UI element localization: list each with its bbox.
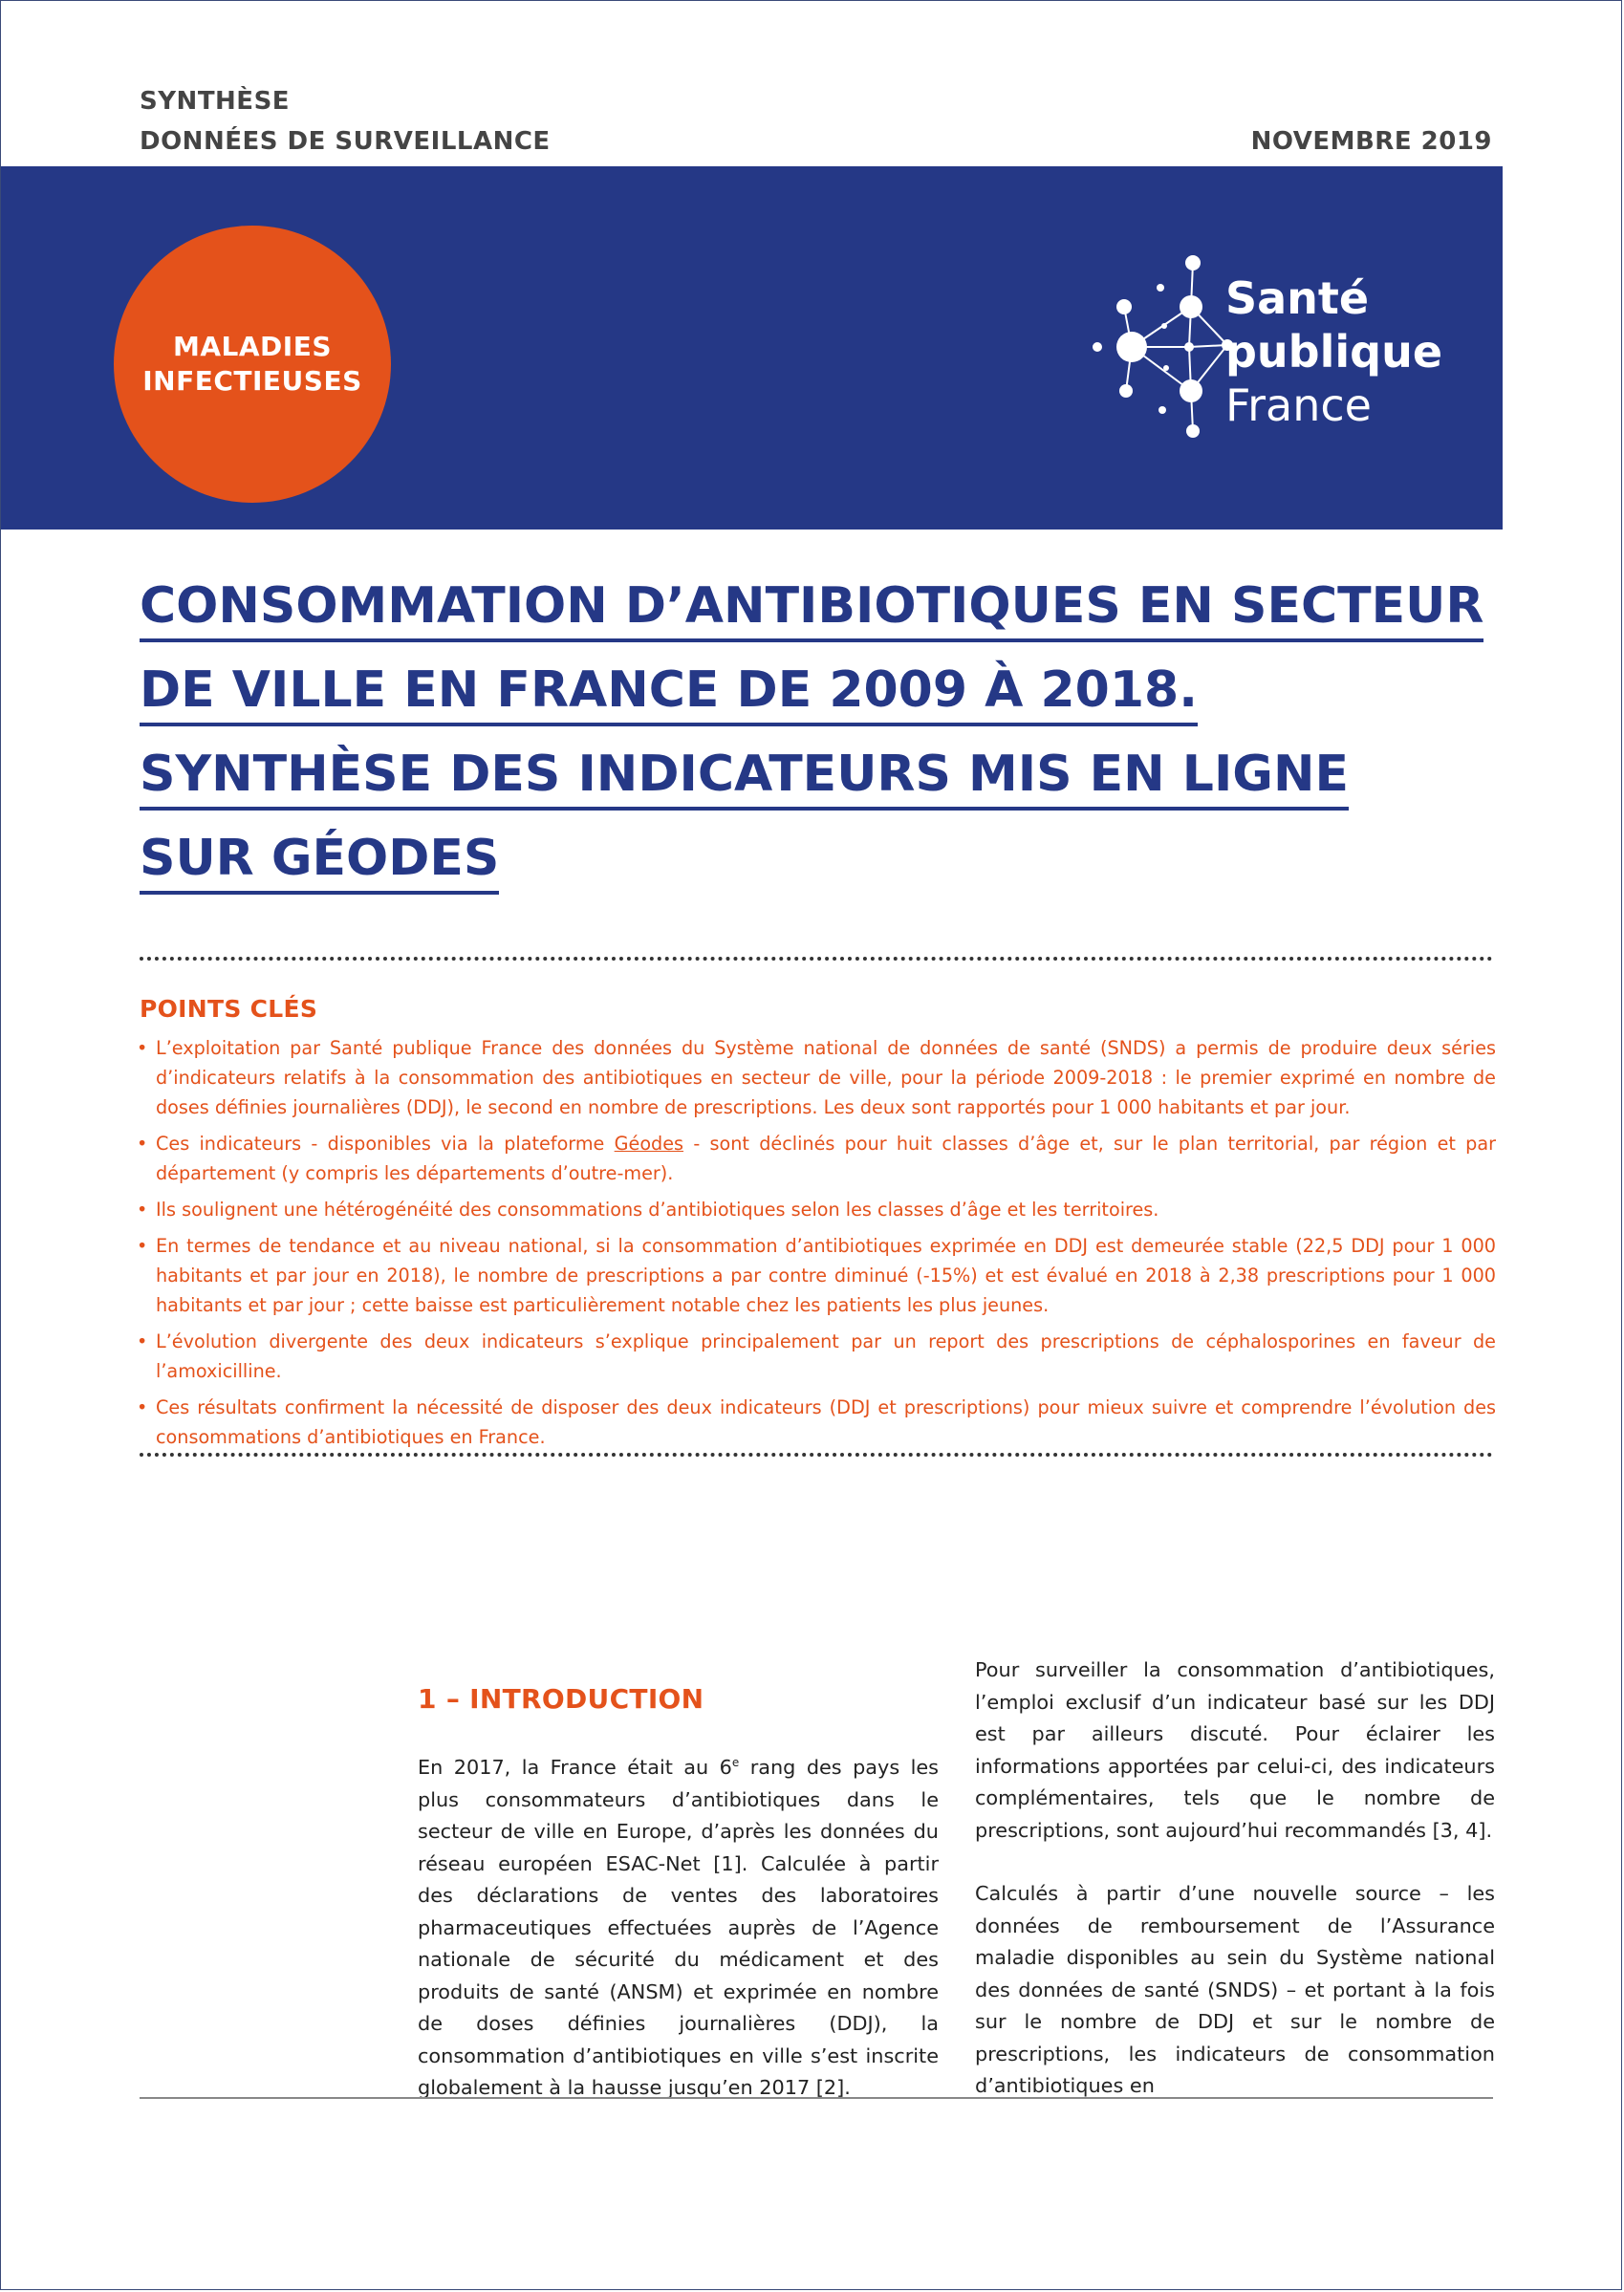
paragraph: Calculés à partir d’une nouvelle source – les données de remboursement de l’Assurance maladie disponibles au sein du Système national des données de santé (SNDS) – et portant à la fois sur le nombre de DDJ et sur le nombre de prescriptions, les indicateurs de consommation d’antibiotiques en: [975, 1882, 1495, 2097]
geodes-link[interactable]: Géodes: [614, 1133, 684, 1155]
doc-category-label: DONNÉES DE SURVEILLANCE: [140, 127, 551, 156]
title-line: SUR GÉODES: [140, 826, 499, 895]
key-point-item: • En termes de tendance et au niveau national, si la consommation d’antibiotiques exprimée en DDJ est demeurée stable (22,5 DDJ pour 1 000 habitants et par jour en 2018), le nombre de prescriptions a par contre diminué (-15%) et est évalué en 2018 à 2,38 prescriptions pour 1 000 habitants et par jour ; cette baisse est particulièrement notable chez les patients les plus jeunes.: [135, 1231, 1496, 1320]
paragraph-text: En 2017, la France était au 6: [418, 1756, 732, 1779]
section-heading-introduction: 1 – INTRODUCTION: [418, 1683, 704, 1715]
key-points-heading: POINTS CLÉS: [140, 995, 318, 1023]
document-title: [140, 569, 1484, 905]
brand-logo-line1: Santé: [1225, 272, 1370, 324]
key-point-text: Ces indicateurs - disponibles via la plateforme: [156, 1133, 615, 1155]
brand-logo-line3: France: [1225, 379, 1372, 431]
key-point-item: • L’exploitation par Santé publique France des données du Système national de données de santé (SNDS) a permis de produire deux séries d’indicateurs relatifs à la consommation des antibiotiques en secteur de ville, pour la période 2009-2018 : le premier exprimé en nombre de doses définies journalières (DDJ), le second en nombre de prescriptions. Les deux sont rapportés pour 1 000 habitants et par jour.: [135, 1033, 1496, 1122]
footer-rule: [140, 2097, 1493, 2099]
key-point-item: • Ces résultats confirment la nécessité de disposer des deux indicateurs (DDJ et prescriptions) pour mieux suivre et comprendre l’évolution des consommations d’antibiotiques en France.: [135, 1393, 1496, 1452]
superscript: e: [731, 1756, 740, 1770]
brand-logo-line2: publique: [1225, 326, 1443, 378]
key-point-text: - sont déclinés pour huit classes d’âge et, sur le plan territorial, par région et par département (y compris les départements d’outre-mer).: [156, 1133, 1497, 1184]
key-points-list: [135, 1033, 1496, 1459]
paragraph: [418, 1752, 939, 2105]
text-column-right: [975, 1654, 1495, 2134]
topic-badge: [114, 226, 391, 503]
brand-logo-text: [1225, 271, 1442, 432]
paragraph-text: rang des pays les plus consommateurs d’antibiotiques dans le secteur de ville en Europe, d’après les données du réseau européen ESAC-Net [1]. Calculée à partir des déclarations de ventes des laboratoires pharmaceutiques effectuées auprès de l’Agence nationale de sécurité du médicament et des produits de santé (ANSM) et exprimée en nombre de doses définies journalières (DDJ), la consommation d’antibiotiques en ville s’est inscrite globalement à la hausse jusqu’en 2017 [2].: [418, 1756, 939, 2099]
title-line: SYNTHÈSE DES INDICATEURS MIS EN LIGNE: [140, 742, 1349, 811]
key-point-item: [135, 1129, 1496, 1188]
topic-badge-line2: INFECTIEUSES: [142, 365, 362, 397]
dotted-divider: [140, 957, 1493, 961]
dotted-divider: [140, 1453, 1493, 1457]
paragraph: Pour surveiller la consommation d’antibiotiques, l’emploi exclusif d’un indicateur basé sur les DDJ est par ailleurs discuté. Pour éclairer les informations apportées par celui-ci, des indicateurs complémentaires, tels que le nombre de prescriptions, sont aujourd’hui recommandés [3, 4].: [975, 1658, 1495, 1842]
publication-date: NOVEMBRE 2019: [1250, 127, 1492, 156]
doc-type-label: SYNTHÈSE: [140, 87, 291, 116]
title-line: DE VILLE EN FRANCE DE 2009 À 2018.: [140, 658, 1198, 726]
text-column-left: [418, 1752, 939, 2136]
key-point-item: • L’évolution divergente des deux indicateurs s’explique principalement par un report des prescriptions de céphalosporines en faveur de l’amoxicilline.: [135, 1327, 1496, 1386]
key-point-item: • Ils soulignent une hétérogénéité des consommations d’antibiotiques selon les classes d’âge et les territoires.: [135, 1195, 1496, 1224]
topic-badge-line1: MALADIES: [173, 331, 332, 362]
title-line: CONSOMMATION D’ANTIBIOTIQUES EN SECTEUR: [140, 573, 1483, 642]
